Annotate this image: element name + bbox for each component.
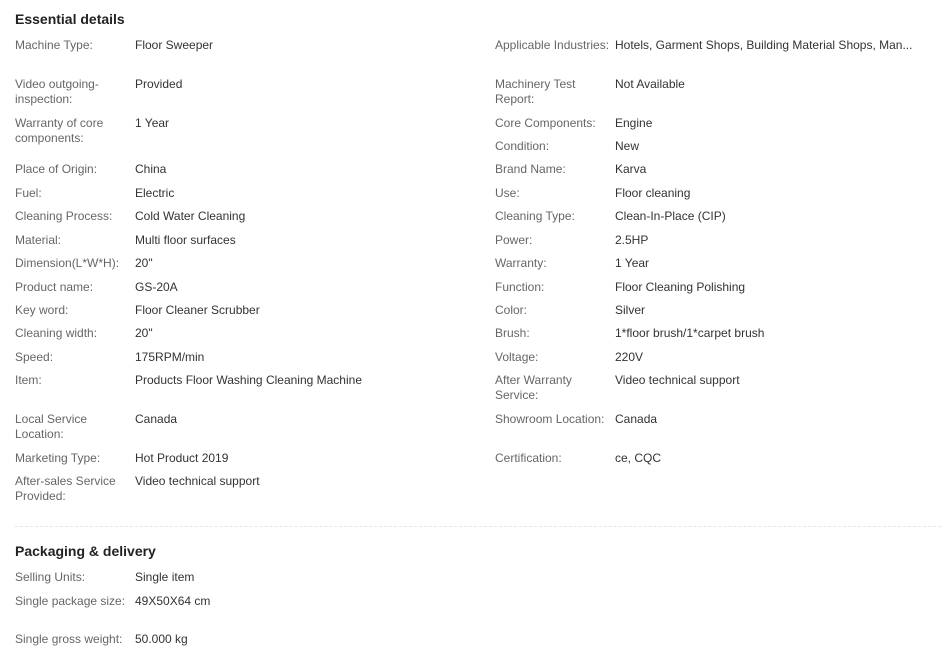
detail-row-warranty-core-components bbox=[15, 116, 485, 162]
detail-label: Marketing Type: bbox=[15, 451, 101, 465]
packaging-details-column bbox=[15, 570, 485, 652]
detail-row-core-components bbox=[495, 116, 935, 139]
detail-row-brand-name bbox=[495, 162, 935, 186]
detail-label: After-sales Service Provided: bbox=[15, 474, 116, 503]
detail-row-certification bbox=[495, 451, 935, 474]
detail-value: New bbox=[615, 139, 640, 153]
packaging-delivery-title: Packaging & delivery bbox=[15, 543, 156, 559]
detail-row-fuel bbox=[15, 186, 485, 209]
detail-row-selling-units bbox=[15, 570, 485, 594]
detail-row-warranty bbox=[495, 256, 935, 280]
detail-row-after-sales-service bbox=[15, 474, 485, 506]
detail-label: Power: bbox=[495, 233, 533, 247]
detail-label: Core Components: bbox=[495, 116, 596, 130]
detail-value: Hotels, Garment Shops, Building Material Shops, Man... bbox=[615, 38, 913, 52]
detail-row-cleaning-type bbox=[495, 209, 935, 233]
detail-row-single-gross-weight bbox=[15, 632, 485, 652]
detail-value: Canada bbox=[615, 412, 658, 426]
detail-value: Hot Product 2019 bbox=[135, 451, 229, 465]
detail-row-condition bbox=[495, 139, 935, 162]
essential-details-left-column bbox=[15, 38, 485, 506]
detail-row-local-service-location bbox=[15, 412, 485, 451]
detail-row-cleaning-width bbox=[15, 326, 485, 350]
detail-value: China bbox=[135, 162, 167, 176]
detail-row-applicable-industries bbox=[495, 38, 935, 77]
detail-row-place-of-origin bbox=[15, 162, 485, 186]
detail-label: Machinery Test Report: bbox=[495, 77, 576, 106]
detail-label: Function: bbox=[495, 280, 545, 294]
detail-row-voltage bbox=[495, 350, 935, 373]
detail-row-key-word bbox=[15, 303, 485, 326]
essential-details-right-column bbox=[495, 38, 935, 474]
detail-label: Video outgoing-inspection: bbox=[15, 77, 99, 106]
detail-label: Use: bbox=[495, 186, 520, 200]
detail-row-showroom-location bbox=[495, 412, 935, 451]
detail-row-color bbox=[495, 303, 935, 326]
detail-label: Warranty: bbox=[495, 256, 547, 270]
detail-value: Multi floor surfaces bbox=[135, 233, 236, 247]
detail-row-product-name bbox=[15, 280, 485, 303]
detail-label: Applicable Industries: bbox=[495, 38, 610, 52]
detail-value: 1*floor brush/1*carpet brush bbox=[615, 326, 765, 340]
detail-label: Speed: bbox=[15, 350, 54, 364]
detail-value: Floor Sweeper bbox=[135, 38, 214, 52]
detail-row-power bbox=[495, 233, 935, 256]
section-divider bbox=[15, 526, 941, 527]
detail-value: 20" bbox=[135, 326, 153, 340]
detail-value: 20" bbox=[135, 256, 153, 270]
detail-value: Engine bbox=[615, 116, 653, 130]
detail-value: Not Available bbox=[615, 77, 685, 91]
detail-value: 50.000 kg bbox=[135, 632, 188, 646]
detail-row-video-outgoing-inspection bbox=[15, 77, 485, 116]
detail-value: Canada bbox=[135, 412, 178, 426]
detail-row-cleaning-process bbox=[15, 209, 485, 233]
detail-label: Certification: bbox=[495, 451, 562, 465]
detail-value: Products Floor Washing Cleaning Machine bbox=[135, 373, 362, 387]
detail-label: Fuel: bbox=[15, 186, 42, 200]
detail-label: Brand Name: bbox=[495, 162, 566, 176]
detail-value: Cold Water Cleaning bbox=[135, 209, 246, 223]
detail-value: Clean-In-Place (CIP) bbox=[615, 209, 726, 223]
detail-row-speed bbox=[15, 350, 485, 373]
detail-value: ce, CQC bbox=[615, 451, 662, 465]
detail-label: Product name: bbox=[15, 280, 94, 294]
detail-value: Floor Cleaner Scrubber bbox=[135, 303, 260, 317]
detail-label: Dimension(L*W*H): bbox=[15, 256, 120, 270]
detail-value: Video technical support bbox=[135, 474, 260, 488]
detail-label: Single package size: bbox=[15, 594, 126, 608]
detail-label: Local Service Location: bbox=[15, 412, 88, 441]
detail-label: After Warranty Service: bbox=[495, 373, 572, 402]
detail-label: Voltage: bbox=[495, 350, 539, 364]
detail-label: Selling Units: bbox=[15, 570, 86, 584]
detail-row-dimension bbox=[15, 256, 485, 280]
detail-value: Video technical support bbox=[615, 373, 740, 387]
detail-row-after-warranty-service bbox=[495, 373, 935, 412]
detail-label: Warranty of core components: bbox=[15, 116, 104, 145]
detail-row-marketing-type bbox=[15, 451, 485, 474]
detail-label: Showroom Location: bbox=[495, 412, 605, 426]
detail-value: Electric bbox=[135, 186, 175, 200]
detail-label: Cleaning Process: bbox=[15, 209, 113, 223]
detail-value: Floor Cleaning Polishing bbox=[615, 280, 746, 294]
detail-row-use bbox=[495, 186, 935, 209]
detail-row-item bbox=[15, 373, 485, 412]
detail-value: Single item bbox=[135, 570, 195, 584]
detail-label: Single gross weight: bbox=[15, 632, 123, 646]
detail-value: GS-20A bbox=[135, 280, 178, 294]
detail-label: Color: bbox=[495, 303, 528, 317]
detail-value: Karva bbox=[615, 162, 647, 176]
detail-value: 1 Year bbox=[135, 116, 170, 130]
detail-row-machine-type bbox=[15, 38, 485, 77]
detail-label: Key word: bbox=[15, 303, 69, 317]
essential-details-title: Essential details bbox=[15, 11, 125, 27]
detail-label: Place of Origin: bbox=[15, 162, 98, 176]
detail-row-machinery-test-report bbox=[495, 77, 935, 116]
detail-value: 49X50X64 cm bbox=[135, 594, 211, 608]
detail-value: Provided bbox=[135, 77, 183, 91]
detail-label: Cleaning Type: bbox=[495, 209, 575, 223]
detail-label: Brush: bbox=[495, 326, 530, 340]
detail-label: Item: bbox=[15, 373, 42, 387]
detail-value: 175RPM/min bbox=[135, 350, 205, 364]
detail-row-function bbox=[495, 280, 935, 303]
detail-label: Material: bbox=[15, 233, 62, 247]
detail-value: 2.5HP bbox=[615, 233, 649, 247]
detail-value: 1 Year bbox=[615, 256, 650, 270]
detail-label: Condition: bbox=[495, 139, 550, 153]
detail-row-brush bbox=[495, 326, 935, 350]
detail-value: Silver bbox=[615, 303, 646, 317]
detail-row-single-package-size bbox=[15, 594, 485, 632]
detail-value: Floor cleaning bbox=[615, 186, 691, 200]
detail-label: Cleaning width: bbox=[15, 326, 98, 340]
detail-label: Machine Type: bbox=[15, 38, 93, 52]
detail-row-material bbox=[15, 233, 485, 256]
detail-value: 220V bbox=[615, 350, 644, 364]
